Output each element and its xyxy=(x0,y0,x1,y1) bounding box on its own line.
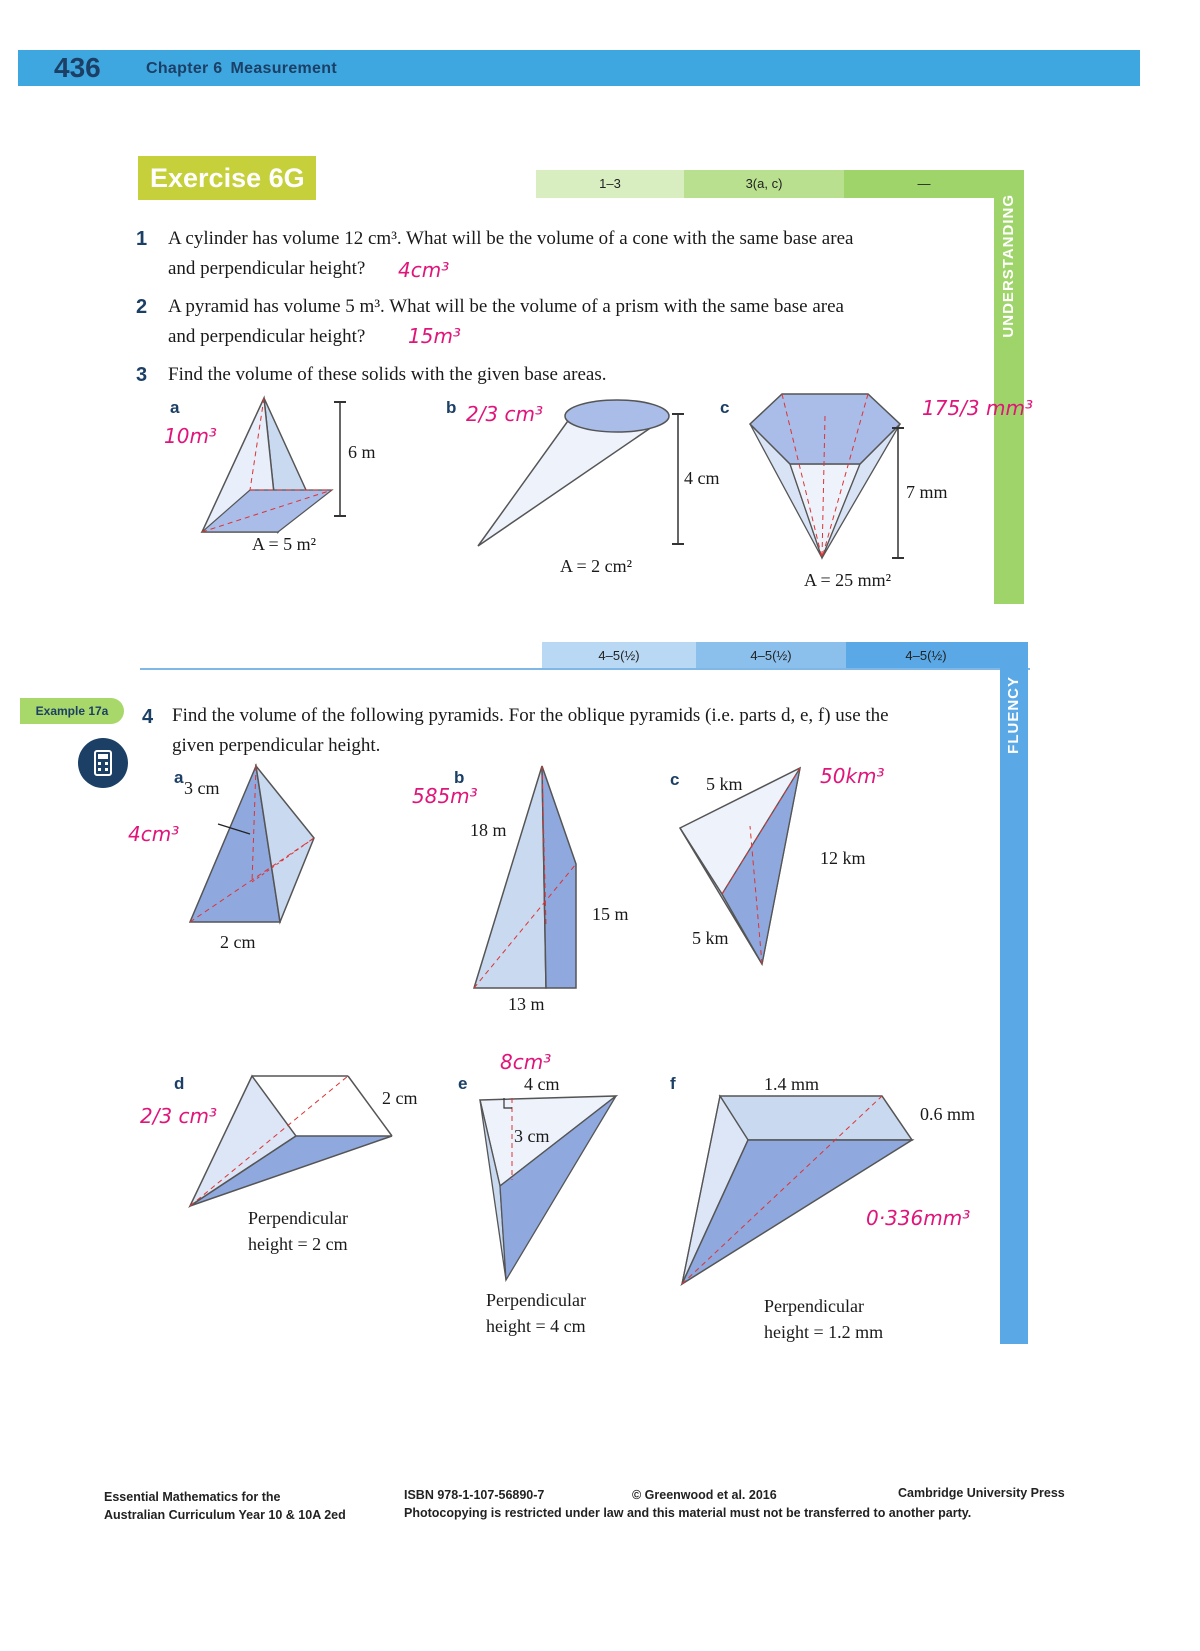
question-number: 3 xyxy=(136,364,148,386)
handwritten-answer: 15m³ xyxy=(408,324,461,348)
isbn: ISBN 978-1-107-56890-7 xyxy=(404,1488,545,1502)
question-number: 2 xyxy=(136,296,148,318)
dimension-label: 2 cm xyxy=(382,1088,418,1108)
hexagonal-pyramid-figure xyxy=(750,394,920,564)
area-label: A = 5 m² xyxy=(252,534,317,554)
part-label: c xyxy=(720,398,730,417)
part-label: c xyxy=(670,770,680,789)
dimension-label: 0.6 mm xyxy=(920,1104,976,1124)
dimension-label: 3 cm xyxy=(184,778,220,798)
question-number: 4 xyxy=(142,706,154,728)
fluency-col2: 4–5(½) xyxy=(750,648,792,663)
publisher: Cambridge University Press xyxy=(898,1486,1065,1500)
section-divider xyxy=(140,668,1030,670)
handwritten-answer: 8cm³ xyxy=(500,1050,552,1074)
area-label: A = 2 cm² xyxy=(560,556,633,576)
dimension-label: 3 cm xyxy=(514,1126,550,1146)
dimension-label: 4 cm xyxy=(684,468,720,488)
exercise-title: Exercise 6G xyxy=(138,156,316,200)
book-title-line1: Essential Mathematics for the xyxy=(104,1490,281,1504)
understanding-col2: 3(a, c) xyxy=(745,176,783,191)
area-label: A = 25 mm² xyxy=(804,570,892,590)
dimension-label: 18 m xyxy=(470,820,507,840)
dimension-label: 7 mm xyxy=(906,482,948,502)
chapter-number: Chapter 6 xyxy=(146,60,223,77)
copyright-notice: Photocopying is restricted under law and this material must not be transferred to another party. xyxy=(404,1506,972,1520)
fluency-strip xyxy=(1000,642,1028,1344)
handwritten-answer: 4cm³ xyxy=(398,258,450,282)
perpendicular-height: height = 1.2 mm xyxy=(764,1322,884,1342)
dimension-label: 5 km xyxy=(692,928,729,948)
dimension-label: 1.4 mm xyxy=(764,1074,820,1094)
question-line: A pyramid has volume 5 m³. What will be the volume of a prism with the same base area xyxy=(168,296,844,317)
handwritten-answer: 2/3 cm³ xyxy=(140,1104,218,1128)
book-title-line2: Australian Curriculum Year 10 & 10A 2ed xyxy=(104,1508,346,1522)
calculator-icon xyxy=(78,738,128,788)
question-line: Find the volume of the following pyramids. For the oblique pyramids (i.e. parts d, e, f) use the xyxy=(172,705,889,726)
cone-figure xyxy=(470,396,700,556)
handwritten-answer: 585m³ xyxy=(412,784,478,808)
understanding-label: UNDERSTANDING xyxy=(1000,194,1017,338)
question-line: A cylinder has volume 12 cm³. What will be the volume of a cone with the same base area xyxy=(168,228,854,249)
part-label: b xyxy=(454,768,465,787)
question-text xyxy=(168,292,844,352)
example-reference-tag: Example 17a xyxy=(20,698,124,724)
handwritten-answer: 175/3 mm³ xyxy=(922,396,1033,420)
part-label: b xyxy=(446,398,457,417)
oblique-rectangular-pyramid-figure xyxy=(680,1094,930,1294)
understanding-band xyxy=(536,170,1024,198)
handwritten-answer: 50km³ xyxy=(820,764,885,788)
page-number: 436 xyxy=(54,52,101,83)
question-line: given perpendicular height. xyxy=(172,735,381,756)
dimension-label: 5 km xyxy=(706,774,743,794)
part-label: a xyxy=(174,768,184,787)
question-text xyxy=(168,224,853,284)
perpendicular-height: height = 4 cm xyxy=(486,1316,586,1336)
question-line: and perpendicular height? xyxy=(168,258,366,279)
dimension-label: 13 m xyxy=(508,994,545,1014)
part-label: d xyxy=(174,1074,185,1093)
copyright: © Greenwood et al. 2016 xyxy=(632,1488,777,1502)
oblique-right-pyramid-figure xyxy=(476,1094,636,1284)
fluency-band xyxy=(542,642,1028,670)
question-text xyxy=(172,701,889,761)
chapter-title: Measurement xyxy=(230,60,337,77)
handwritten-answer: 4cm³ xyxy=(128,822,180,846)
handwritten-answer: 10m³ xyxy=(164,424,217,448)
question-number: 1 xyxy=(136,228,148,250)
dimension-label: 12 km xyxy=(820,848,866,868)
perpendicular-label: Perpendicular xyxy=(486,1290,586,1310)
perpendicular-label: Perpendicular xyxy=(764,1296,864,1316)
question-line: and perpendicular height? xyxy=(168,326,366,347)
perpendicular-height: height = 2 cm xyxy=(248,1234,348,1254)
understanding-col1: 1–3 xyxy=(599,176,621,191)
part-label: f xyxy=(670,1074,676,1093)
chapter-label xyxy=(146,60,345,78)
understanding-strip xyxy=(994,170,1024,604)
rectangular-pyramid-figure xyxy=(472,766,592,996)
perpendicular-label: Perpendicular xyxy=(248,1208,348,1228)
handwritten-answer: 0·336mm³ xyxy=(866,1206,971,1230)
handwritten-answer: 2/3 cm³ xyxy=(466,402,544,426)
dimension-label: 4 cm xyxy=(524,1074,560,1094)
dimension-label: 2 cm xyxy=(220,932,256,952)
oblique-triangular-pyramid-figure xyxy=(190,1072,400,1212)
fluency-col3: 4–5(½) xyxy=(905,648,947,663)
part-label: a xyxy=(170,398,180,417)
understanding-col3: — xyxy=(917,176,931,191)
dimension-label: 15 m xyxy=(592,904,629,924)
fluency-col1: 4–5(½) xyxy=(598,648,640,663)
dimension-label: 6 m xyxy=(348,442,376,462)
fluency-label: FLUENCY xyxy=(1005,676,1022,754)
part-label: e xyxy=(458,1074,468,1093)
question-text: Find the volume of these solids with the given base areas. xyxy=(168,364,607,385)
